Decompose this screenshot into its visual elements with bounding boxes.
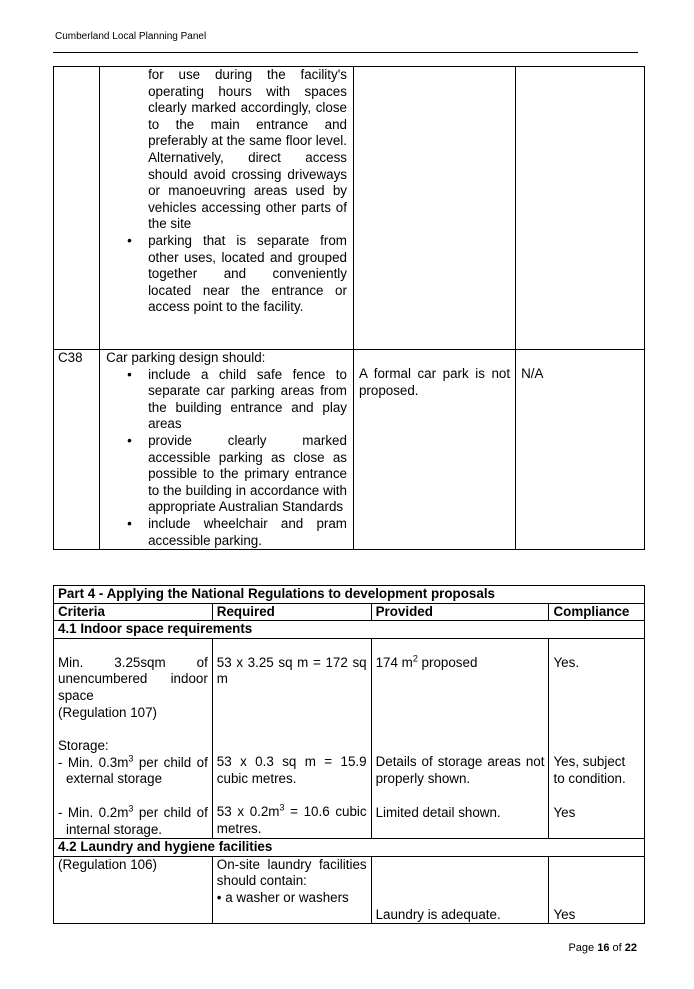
storage-label: Storage: (58, 738, 109, 754)
criteria-cell: (Regulation 106) (54, 856, 213, 924)
required-cell (212, 856, 371, 924)
bullet-list (106, 367, 347, 550)
external-storage-criteria: - Min. $0.3m^3$ per child of external storage (58, 753, 208, 787)
section-heading: 4.1 Indoor space requirements (54, 621, 645, 639)
provided-cell (353, 67, 515, 350)
section-heading: 4.2 Laundry and hygiene facilities (54, 839, 645, 857)
column-header: Compliance (549, 603, 645, 621)
code-cell: C38 (54, 350, 100, 550)
indoor-provided: 174 $m^2$ proposed (375, 653, 478, 670)
continued-text: for use during the facility's operating hours with spaces clearly marked accordingly, close to the main entrance and preferably at the same floor level. Alternatively, direct access should avoid crossing driveways or manoeuvring areas used by vehicles accessing other parts of the site (148, 67, 347, 232)
list-item: • provide clearly marked accessible parking as close as possible to the primary entrance to the building in accordance with appropriate Australian Standards (148, 433, 347, 516)
column-header: Criteria (54, 603, 213, 621)
indoor-required: 53 x 3.25 sq m = 172 sq m (216, 654, 367, 687)
regulation-ref: (Regulation 107) (58, 704, 158, 720)
laundry-required-bullet: • a washer or washers (216, 889, 349, 905)
header-rule (53, 52, 638, 53)
table-row (54, 67, 645, 350)
criteria-text: Min. 3.25sqm of unencumbered indoor space (58, 654, 208, 703)
compliance-cell (516, 67, 645, 350)
table-row (54, 586, 645, 604)
table-header-row (54, 603, 645, 621)
list-item: • include a child safe fence to separate car parking areas from the building entrance and play areas (148, 367, 347, 433)
control-cell (100, 350, 354, 550)
regulations-table (53, 585, 645, 924)
laundry-provided: Laundry is adequate. (375, 906, 501, 922)
provided-cell (371, 638, 549, 838)
control-cell (100, 67, 354, 350)
compliance-cell (549, 638, 645, 838)
laundry-required: On-site laundry facilities should contain: (216, 856, 367, 889)
compliance-cell (549, 856, 645, 924)
required-cell (212, 638, 371, 838)
provided-cell (371, 856, 549, 924)
criteria-cell (54, 638, 213, 838)
provided-text: A formal car park is not proposed. (358, 366, 511, 398)
control-intro: Car parking design should: (106, 350, 266, 365)
external-provided: Details of storage areas not properly shown. (375, 754, 545, 786)
controls-table-continued (53, 66, 645, 550)
internal-required: 53 x $0.2m^3 = 10.6$ cubic metres. (216, 802, 367, 836)
column-header: Required (212, 603, 371, 621)
page-number: Page 16 of 22 (568, 942, 637, 954)
internal-compliance: Yes (553, 804, 576, 820)
column-header: Provided (371, 603, 549, 621)
external-compliance: Yes, subject to condition. (553, 754, 626, 786)
laundry-compliance: Yes (553, 906, 576, 922)
table-row (54, 856, 645, 924)
indoor-compliance: Yes. (553, 654, 580, 670)
list-item: • parking that is separate from other uses, located and grouped together and conveniently located near the entrance or access point to the facility. (148, 233, 347, 316)
list-item: • include wheelchair and pram accessible parking. (148, 516, 347, 549)
internal-storage-criteria: - Min. $0.2m^3$ per child of internal storage. (58, 803, 208, 837)
table-title: Part 4 - Applying the National Regulations to development proposals (54, 586, 645, 604)
table-row (54, 350, 645, 550)
document-header: Cumberland Local Planning Panel (55, 31, 207, 42)
internal-provided: Limited detail shown. (375, 804, 501, 820)
section-row (54, 621, 645, 639)
section-row (54, 839, 645, 857)
table-row (54, 638, 645, 838)
compliance-cell (516, 350, 645, 550)
bullet-list (106, 233, 347, 316)
code-cell (54, 67, 100, 350)
compliance-text: N/A (521, 366, 544, 381)
provided-cell (353, 350, 515, 550)
external-required: 53 x 0.3 sq m = 15.9 cubic metres. (216, 753, 367, 786)
